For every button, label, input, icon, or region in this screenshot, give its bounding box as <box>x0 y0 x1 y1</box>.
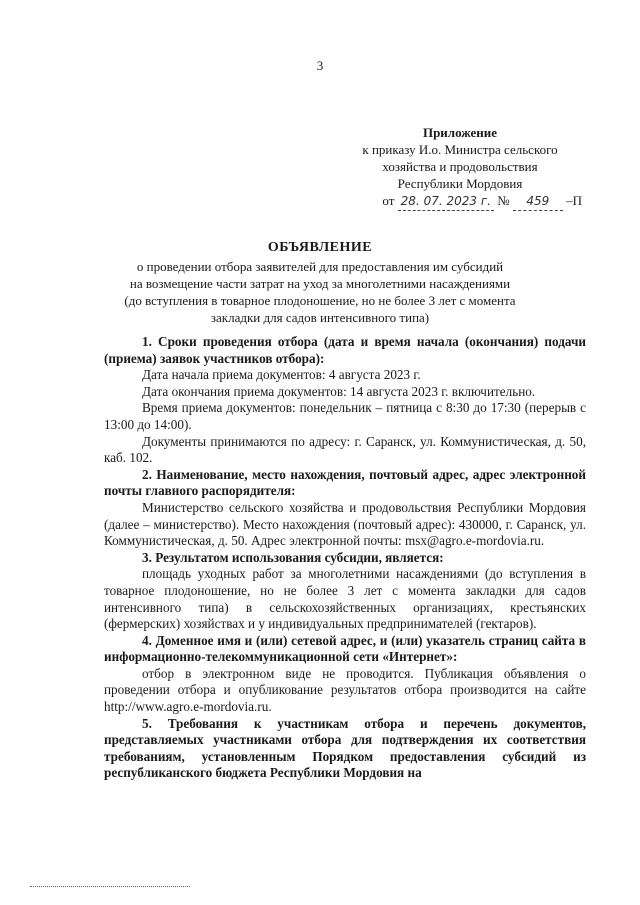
body-paragraph: Министерство сельского хозяйства и продовольствия Республики Мордовия (далее – министерство). Место нахождения (почтовый адрес): 430000, г. Саранск, ул. Коммунистическая, д. 50. Адрес электронной почты: msx@agro.e-mordovia.ru. <box>104 499 586 549</box>
body-paragraph: отбор в электронном виде не проводится. Публикация объявления о проведении отбора и опубликование результатов отбора производится на сайте http://www.agro.e-mordovia.ru. <box>104 665 586 715</box>
order-number-handwritten: 459 <box>513 193 563 211</box>
order-suffix: –П <box>566 193 582 208</box>
body-paragraph: Дата окончания приема документов: 14 августа 2023 г. включительно. <box>142 383 536 399</box>
footer-dotted-line <box>30 886 190 887</box>
section-heading: 4. Доменное имя и (или) сетевой адрес, и (или) указатель страниц сайта в информационно-телекоммуникационной сети «Интернет»: <box>104 632 586 665</box>
body-paragraph: Дата начала приема документов: 4 августа 2023 г. <box>142 367 421 383</box>
section-heading: 5. Требования к участникам отбора и перечень документов, представляемых участниками отбора для подтверждения их соответствия требованиям, установленным Порядком предоставления субсидий из республиканского бюджета Республики Мордовия на <box>104 715 586 781</box>
order-reference <box>330 192 590 211</box>
section-heading: 1. Сроки проведения отбора (дата и время начала (окончания) подачи (приема) заявок участников отбора): <box>104 334 586 366</box>
appendix-line-1: к приказу И.о. Министра сельского <box>362 142 558 157</box>
order-number-label: № <box>497 193 510 208</box>
body-paragraph: Время приема документов: понедельник – пятница с 8:30 до 17:30 (перерыв с 13:00 до 14:00). <box>104 400 586 432</box>
body-paragraph: Документы принимаются по адресу: г. Саранск, ул. Коммунистическая, д. 50, каб. 102. <box>104 433 586 466</box>
body-paragraph: площадь уходных работ за многолетними насаждениями (до вступления в товарное плодоношение, но не более 3 лет с момента закладки для садов интенсивного типа) в сельскохозяйственных организациях, крестьянских (фермерских) хозяйствах и у индивидуальных предпринимателей (гектаров). <box>104 566 586 632</box>
document-title: ОБЪЯВЛЕНИЕ <box>267 240 373 255</box>
subtitle-line: (до вступления в товарное плодоношение, но не более 3 лет с момента <box>124 293 516 308</box>
section-heading: 2. Наименование, место нахождения, почтовый адрес, адрес электронной почты главного распорядителя: <box>104 466 586 499</box>
appendix-block <box>330 124 590 211</box>
document-body <box>104 334 586 782</box>
section-heading: 3. Результатом использования субсидии, является: <box>142 549 444 565</box>
subtitle-line: о проведении отбора заявителей для предоставления им субсидий <box>136 259 504 274</box>
order-date-handwritten: 28. 07. 2023 г. <box>398 193 494 211</box>
appendix-line-3: Республики Мордовия <box>397 176 523 191</box>
order-from-label: от <box>382 193 395 208</box>
document-subtitle <box>100 258 540 326</box>
subtitle-line: на возмещение части затрат на уход за многолетними насаждениями <box>129 276 511 291</box>
page-number: 3 <box>316 58 324 73</box>
subtitle-line: закладки для садов интенсивного типа) <box>210 310 430 325</box>
appendix-heading: Приложение <box>422 125 498 140</box>
appendix-line-2: хозяйства и продовольствия <box>382 159 538 174</box>
